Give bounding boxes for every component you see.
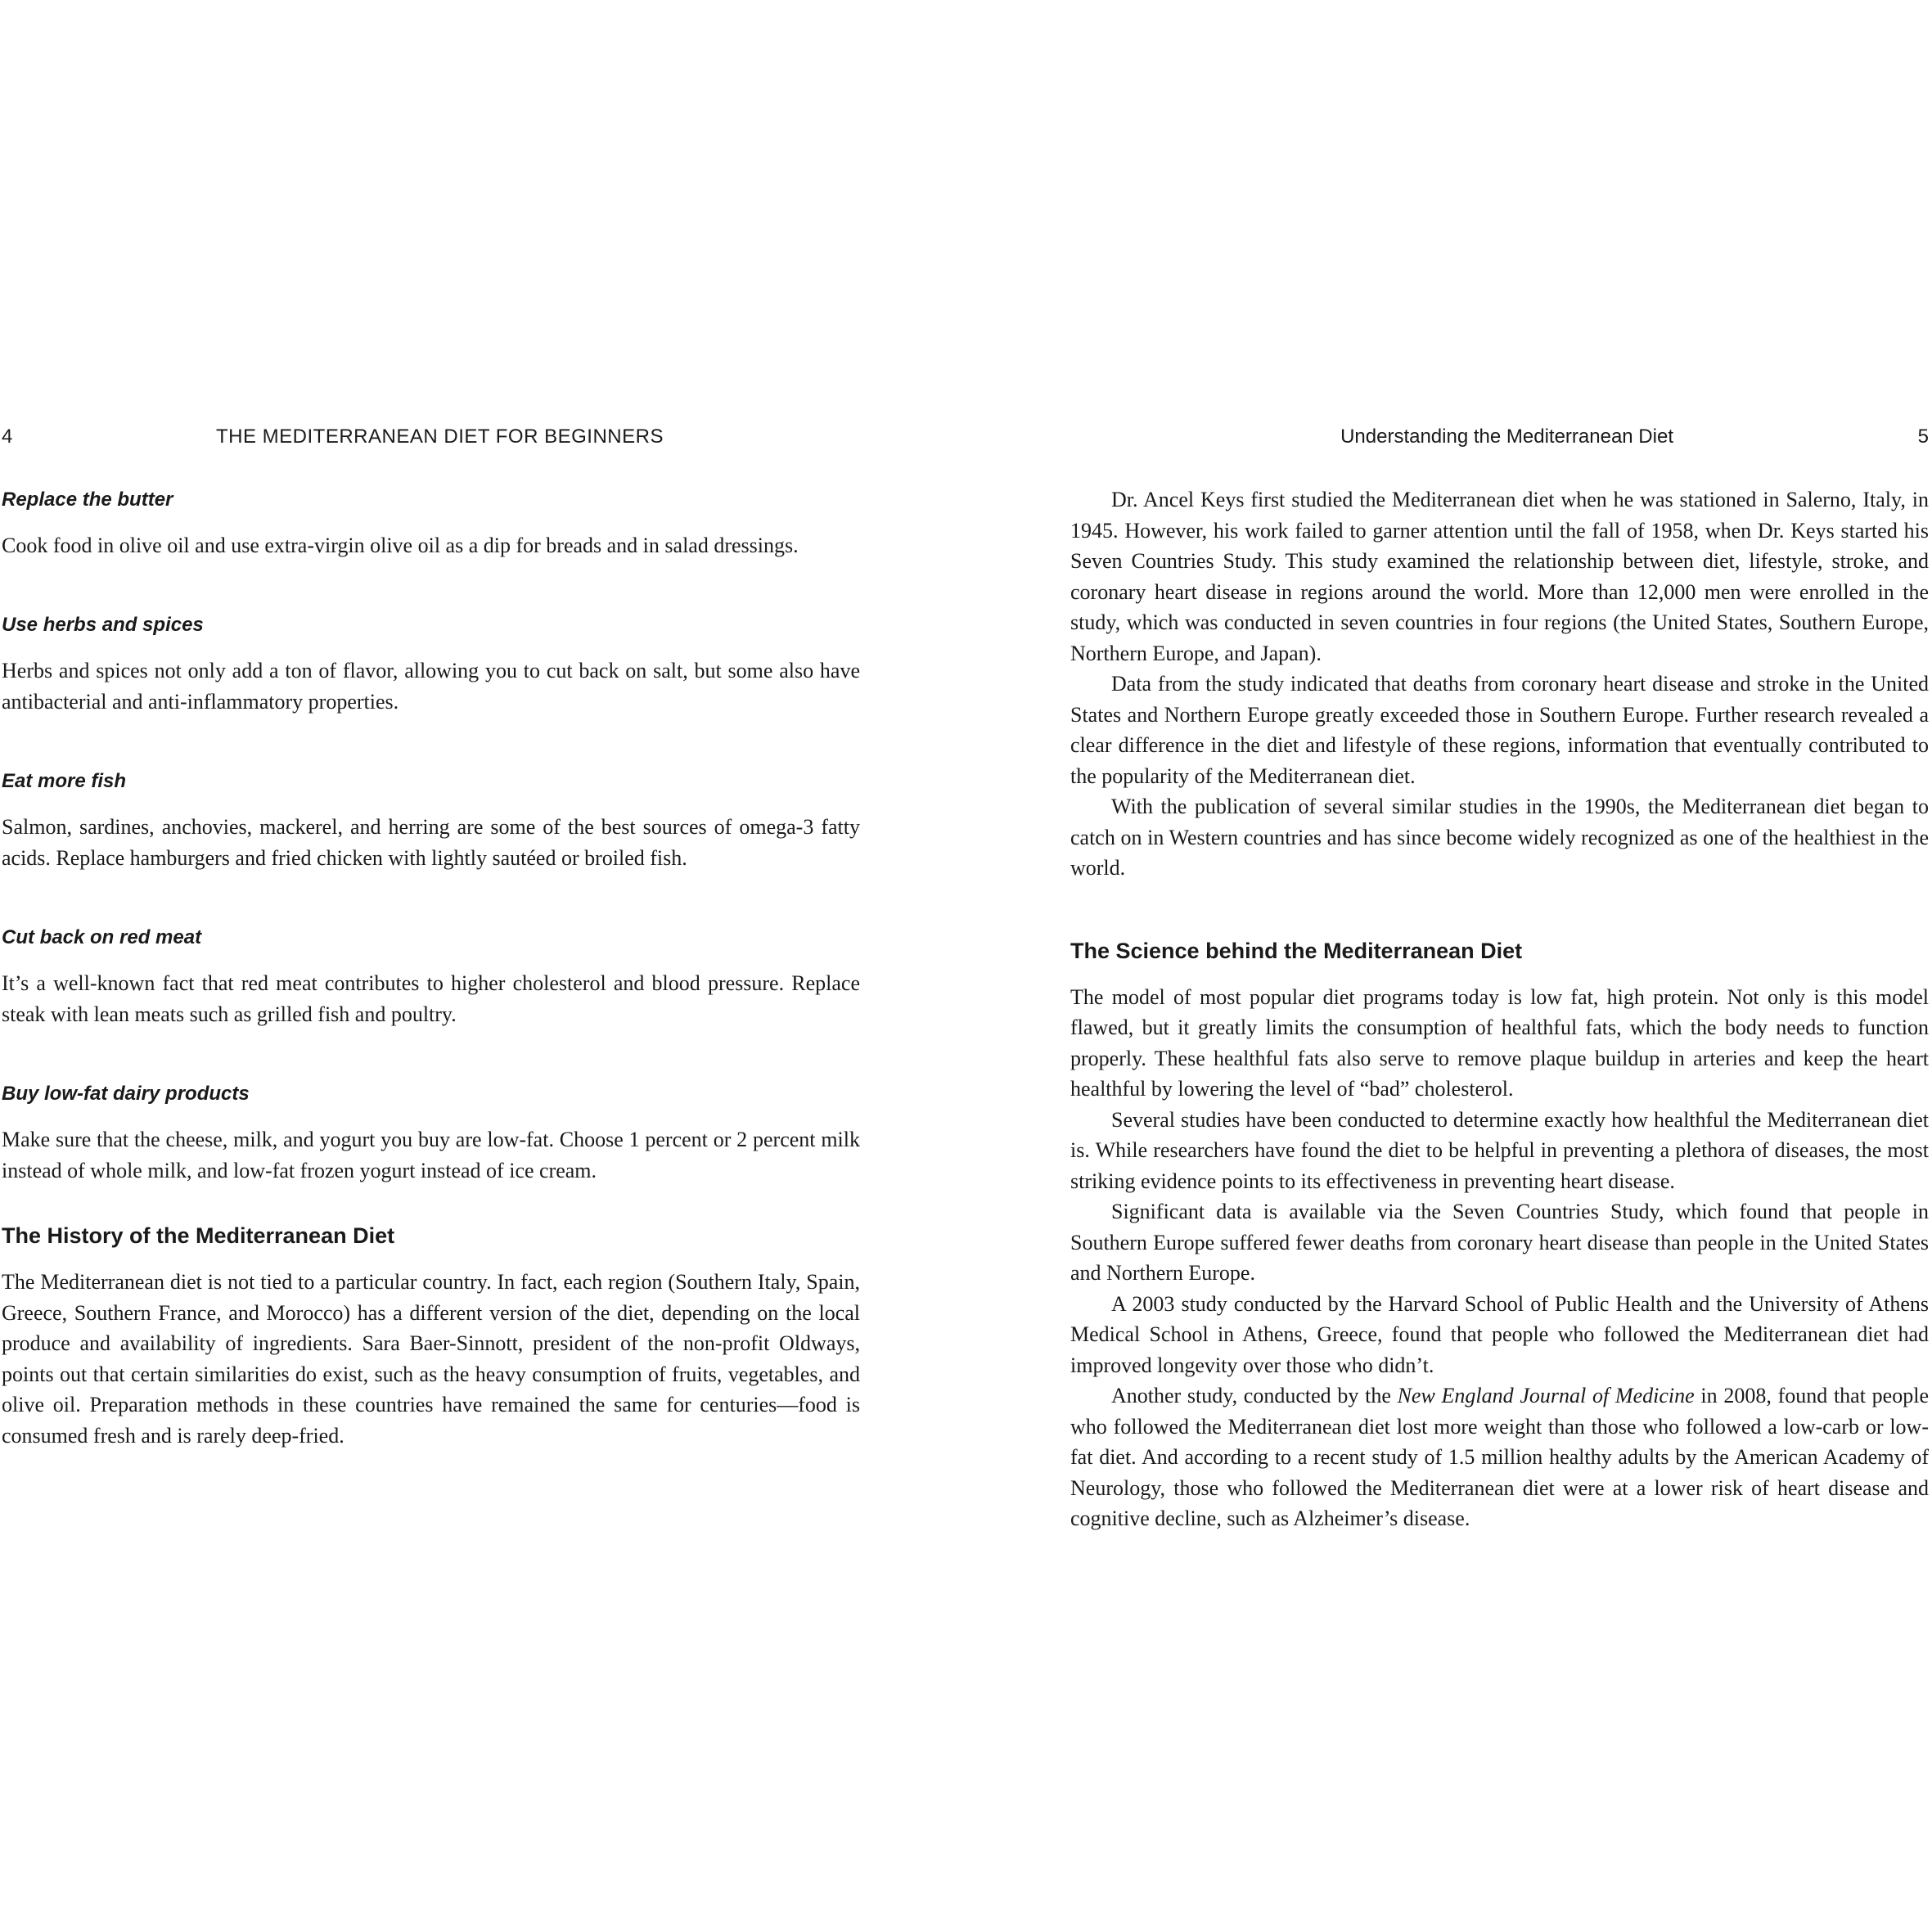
journal-title: New England Journal of Medicine bbox=[1397, 1384, 1695, 1407]
tip-body: Make sure that the cheese, milk, and yogurt you buy are low-fat. Choose 1 percent or 2 percent milk instead of whole milk, and low-fat frozen yogurt instead of ice cream. bbox=[2, 1128, 860, 1182]
right-page-content bbox=[1070, 484, 1929, 1534]
tip-title: Buy low-fat dairy products bbox=[2, 1083, 250, 1105]
tip bbox=[2, 1079, 860, 1187]
tip bbox=[2, 484, 860, 561]
page-number: 4 bbox=[2, 426, 13, 448]
tip-body: Herbs and spices not only add a ton of flavor, allowing you to cut back on salt, but some also have antibacterial and anti-inflammatory properties. bbox=[2, 659, 860, 714]
tip-title: Replace the butter bbox=[2, 489, 173, 511]
body-paragraph: The model of most popular diet programs today is low fat, high protein. Not only is this model flawed, but it greatly limits the consumption of healthful fats, which the body needs to function properly. These healthful fats also serve to remove plaque buildup in arteries and keep the heart healthful by lowering the level of “bad” cholesterol. bbox=[1070, 984, 1929, 1101]
tip bbox=[2, 766, 860, 874]
body-paragraph: A 2003 study conducted by the Harvard School of Public Health and the University of Athens Medical School in Athens, Greece, found that people who followed the Mediterranean diet had improved longevity over those who didn’t. bbox=[1070, 1291, 1929, 1377]
page-number: 5 bbox=[1917, 426, 1929, 448]
right-page bbox=[1070, 0, 1932, 1932]
tip-title: Cut back on red meat bbox=[2, 926, 202, 948]
section-heading: The History of the Mediterranean Diet bbox=[2, 1223, 395, 1248]
body-paragraph: Significant data is available via the Seven Countries Study, which found that people in Southern Europe suffered fewer deaths from coronary heart disease than people in the United States and Northern Europe. bbox=[1070, 1200, 1929, 1285]
tip-body: It’s a well-known fact that red meat contributes to higher cholesterol and blood pressure. Replace steak with lean meats such as grilled fish and poultry. bbox=[2, 971, 860, 1026]
body-paragraph: Several studies have been conducted to determine exactly how healthful the Mediterranean diet is. While researchers have found the diet to be helpful in preventing a plethora of diseases, the most striking evidence points to its effectiveness in preventing heart disease. bbox=[1070, 1107, 1929, 1193]
body-paragraph: With the publication of several similar studies in the 1990s, the Mediterranean diet began to catch on in Western countries and has since become widely recognized as one of the healthiest in the world. bbox=[1070, 795, 1929, 880]
tip bbox=[2, 610, 860, 718]
tip-body: Salmon, sardines, anchovies, mackerel, and herring are some of the best sources of omega-3 fatty acids. Replace hamburgers and fried chicken with lightly sautéed or broiled fish. bbox=[2, 815, 860, 870]
paragraph-text: in 2008, found that people who followed the Mediterranean diet lost more weight than those who followed a low-carb or low-fat diet. And according to a recent study of 1.5 million healthy adults by the American Academy of Neurology, those who followed the Mediterranean diet were at a lower risk of heart disease and cognitive decline, such as Alzheimer’s disease. bbox=[1070, 1384, 1929, 1530]
left-page-content bbox=[2, 484, 860, 1451]
body-paragraph bbox=[1070, 1380, 1929, 1534]
section-heading: The Science behind the Mediterranean Diet bbox=[1070, 938, 1523, 963]
tip bbox=[2, 922, 860, 1030]
tip-title: Use herbs and spices bbox=[2, 614, 204, 636]
chapter-title: Understanding the Mediterranean Diet bbox=[1340, 426, 1673, 448]
tip-title: Eat more fish bbox=[2, 770, 127, 792]
paragraph-text: Another study, conducted by the bbox=[1111, 1384, 1398, 1407]
body-paragraph: The Mediterranean diet is not tied to a particular country. In fact, each region (Southern Italy, Spain, Greece, Southern France, and Morocco) has a different version of the diet, depending on the local produce and availability of ingredients. Sara Baer-Sinnott, president of the non-profit Oldways, points out that certain similarities do exist, such as the heavy consumption of fruits, vegetables, and olive oil. Preparation methods in these countries have remained the same for centuries—food is consumed fresh and is rarely deep-fried. bbox=[2, 1270, 860, 1448]
left-running-head bbox=[0, 422, 863, 452]
section-spacer bbox=[1070, 884, 1929, 934]
tip-body: Cook food in olive oil and use extra-virgin olive oil as a dip for breads and in salad dressings. bbox=[2, 534, 799, 557]
left-page bbox=[0, 0, 863, 1932]
book-title: THE MEDITERRANEAN DIET FOR BEGINNERS bbox=[216, 426, 664, 448]
body-paragraph: Dr. Ancel Keys first studied the Mediterranean diet when he was stationed in Salerno, Italy, in 1945. However, his work failed to garner attention until the fall of 1958, when Dr. Keys started his Seven Countries Study. This study examined the relationship between diet, lifestyle, stroke, and coronary heart disease in regions around the world. More than 12,000 men were enrolled in the study, which was conducted in seven countries in four regions (the United States, Southern Europe, Northern Europe, and Japan). bbox=[1070, 488, 1929, 665]
body-paragraph: Data from the study indicated that deaths from coronary heart disease and stroke in the United States and Northern Europe greatly exceeded those in Southern Europe. Further research revealed a clear difference in the diet and lifestyle of these regions, information that eventually contributed to the popularity of the Mediterranean diet. bbox=[1070, 672, 1929, 788]
right-running-head bbox=[1070, 422, 1932, 452]
